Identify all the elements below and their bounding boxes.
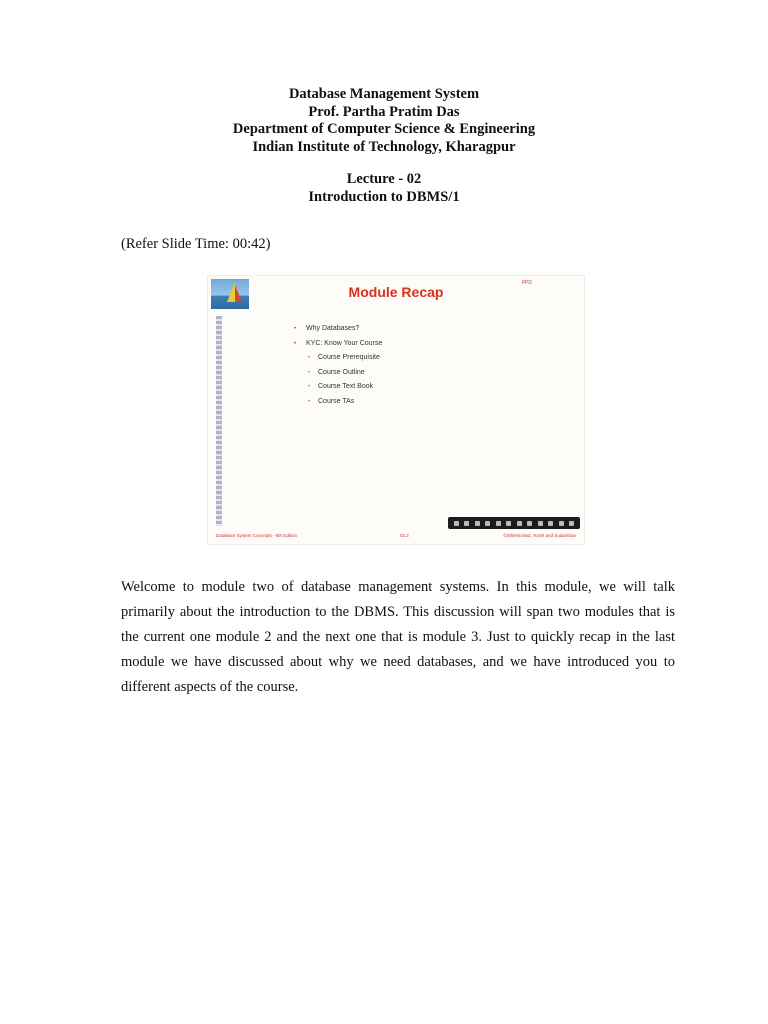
eraser-icon — [485, 521, 490, 526]
presentation-toolbar — [448, 517, 580, 529]
bullet-icon: • — [294, 326, 297, 332]
bullet-icon: • — [308, 355, 311, 361]
professor-name: Prof. Partha Pratim Das — [308, 103, 460, 120]
lecture-title: Introduction to DBMS/1 — [308, 188, 460, 205]
lecture-number: Lecture - 02 — [346, 171, 422, 187]
slide-sub-bullet-item: • Course Outline — [294, 366, 382, 381]
slide-sub-bullet-item: • Course Text Book — [294, 380, 382, 395]
document-header — [0, 86, 768, 156]
slide-sub-bullet-item: • Course Prerequisite — [294, 351, 382, 366]
slide-title: Module Recap — [348, 284, 444, 300]
slide-image — [208, 276, 584, 544]
zoom-icon — [559, 521, 564, 526]
lecture-heading — [0, 171, 768, 206]
refer-slide-time: (Refer Slide Time: 00:42) — [121, 236, 271, 252]
slide-sub-bullet-item: • Course TAs — [294, 395, 382, 410]
undo-icon — [538, 521, 543, 526]
bullet-icon: • — [308, 398, 311, 405]
bullet-icon: • — [308, 384, 311, 390]
institute-name: Indian Institute of Technology, Kharagpur — [252, 138, 516, 155]
slide-footer-left: Database System Concepts - 6th Edition — [216, 533, 298, 538]
department-name: Department of Computer Science & Engineering — [232, 121, 536, 137]
shape-icon — [506, 521, 511, 526]
line-icon — [496, 521, 501, 526]
slide-bullet-item: • KYC: Know Your Course — [294, 337, 382, 352]
bullet-icon: • — [294, 340, 297, 347]
course-title: Database Management System — [288, 86, 480, 102]
bullet-icon: • — [308, 369, 311, 376]
slide-footer-center: 02.2 — [400, 533, 409, 538]
slide-footer-right: ©Silberschatz, Korth and Sudarshan — [503, 533, 576, 538]
pointer-icon — [454, 521, 459, 526]
slide-bullet-item: • Why Databases? — [294, 322, 382, 337]
slide-corner-tag: PPD — [521, 280, 532, 286]
text-icon — [527, 521, 532, 526]
slide-footer — [208, 531, 584, 541]
body-paragraph: Welcome to module two of database management systems. In this module, we will talk primarily about the introduction to the DBMS. This discussion will span two modules that is the current one module 2 and the next one that is module 3. Just to quickly recap in the last module we have discussed about why we need databases, and we have introduced you to different aspects of the course. — [121, 578, 675, 696]
color-icon — [517, 521, 522, 526]
close-icon — [569, 521, 574, 526]
slide-bullet-list — [294, 322, 382, 409]
vertical-course-caption — [216, 316, 222, 526]
clear-icon — [548, 521, 553, 526]
pen-icon — [464, 521, 469, 526]
highlighter-icon — [475, 521, 480, 526]
